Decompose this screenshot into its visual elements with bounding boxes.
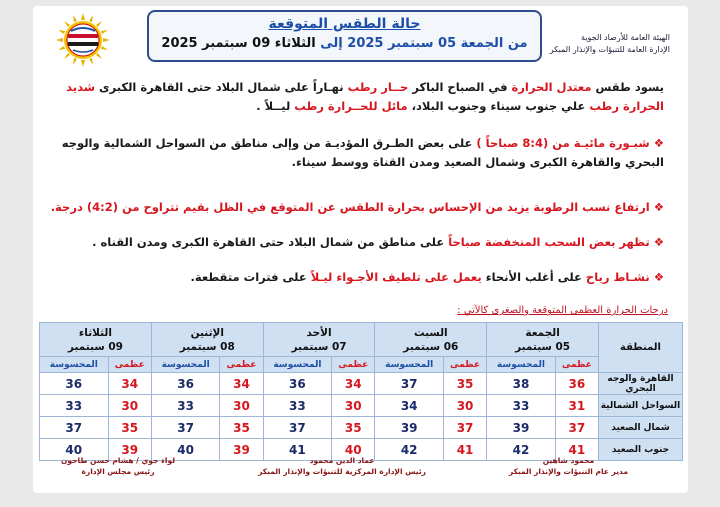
bullet-icon: ❖ [653, 200, 664, 214]
day-date: 06 سبتمبر [403, 340, 459, 353]
feels-like-cell: 37 [263, 417, 331, 439]
feels-like-cell: 40 [151, 439, 219, 461]
max-temp-cell: 35 [220, 417, 263, 439]
bullet-icon: ❖ [653, 136, 664, 150]
max-temp-cell: 39 [108, 439, 151, 461]
max-temp-cell: 34 [108, 373, 151, 395]
p1-text-b: معتدل الحرارة [511, 80, 592, 94]
day-name: الجمعة [525, 326, 560, 339]
humidity-bullet [44, 198, 664, 217]
bullet-icon: ❖ [653, 235, 664, 249]
day-header [487, 323, 599, 357]
max-temp-cell: 41 [555, 439, 598, 461]
max-temp-header: عظمى [108, 357, 151, 373]
bulletin-page [33, 6, 688, 493]
day-name: الإثنين [190, 326, 224, 339]
max-temp-cell: 36 [555, 373, 598, 395]
feels-like-cell: 33 [40, 395, 109, 417]
day-date: 08 سبتمبر [179, 340, 235, 353]
b1-text-b: على بعض الطـرق المؤديـة من وإلى مناطق من السواحل الشمالية والوجه البحري والقاهرة الكبرى وشمال الصعيد ومدن القناة ووسط سيناء. [61, 136, 664, 169]
feels-like-cell: 36 [263, 373, 331, 395]
feels-like-header: المحسوسة [151, 357, 219, 373]
feels-like-cell: 33 [263, 395, 331, 417]
signatory-title: مدير عام التنبؤات والإنذار المبكر [508, 467, 628, 476]
max-temp-cell: 35 [332, 417, 375, 439]
signatory-name: محمود شاهين [542, 456, 595, 465]
authority-logo-icon [51, 12, 115, 68]
fog-bullet [44, 134, 664, 172]
region-column-header: المنطقة [599, 323, 683, 373]
day-header [40, 323, 152, 357]
p1-text-i: ليــلاً . [256, 99, 295, 113]
org-line-2: الإدارة العامة للتنبؤات والإنذار المبكر [549, 45, 670, 54]
region-name: شمال الصعيد [599, 417, 683, 439]
day-date: 09 سبتمبر [67, 340, 123, 353]
feels-like-cell: 37 [40, 417, 109, 439]
signatory-name: عماد الدين محمود [309, 456, 375, 465]
max-temp-header: عظمى [555, 357, 598, 373]
feels-like-cell: 40 [40, 439, 109, 461]
date-to-word: إلى [320, 36, 343, 51]
date-from: من الجمعة 05 سبتمبر 2025 [347, 36, 528, 51]
max-temp-cell: 37 [555, 417, 598, 439]
signature-central-director [258, 455, 426, 477]
max-temp-cell: 37 [443, 417, 486, 439]
table-row [40, 417, 683, 439]
feels-like-header: المحسوسة [487, 357, 555, 373]
org-line-1: الهيئة العامة للأرصاد الجوية [581, 33, 670, 42]
temperature-table [39, 322, 683, 461]
wind-bullet [44, 268, 664, 287]
day-name: الأحد [306, 326, 332, 339]
feels-like-cell: 37 [151, 417, 219, 439]
p1-text-a: يسود طقس [591, 80, 664, 94]
b4-text-a: نشـاط رياح [585, 270, 650, 284]
max-temp-cell: 30 [443, 395, 486, 417]
forecast-title-box [147, 10, 542, 62]
p1-text-f: شديد الحرارة رطب [66, 80, 664, 113]
feels-like-cell: 36 [151, 373, 219, 395]
max-temp-cell: 40 [332, 439, 375, 461]
feels-like-cell: 37 [375, 373, 443, 395]
feels-like-cell: 33 [151, 395, 219, 417]
signatory-name: لواء جوي / هشام حسن طاحون [61, 456, 176, 465]
max-temp-cell: 34 [332, 373, 375, 395]
day-header [375, 323, 487, 357]
p1-text-d: حــار رطب [347, 80, 409, 94]
day-date: 05 سبتمبر [515, 340, 571, 353]
region-name: جنوب الصعيد [599, 439, 683, 461]
signature-forecast-director [509, 455, 628, 477]
max-temp-cell: 35 [443, 373, 486, 395]
signature-board-chairman [61, 455, 175, 477]
day-header [263, 323, 375, 357]
max-temp-cell: 31 [555, 395, 598, 417]
p1-text-h: مائل للحــرارة رطب [294, 99, 408, 113]
b4-text-d: على فترات متقطعة. [190, 270, 311, 284]
b4-text-b: على أغلب الأنحاء [481, 270, 586, 284]
bullet-icon: ❖ [653, 270, 664, 284]
max-temp-header: عظمى [220, 357, 263, 373]
max-temp-cell: 34 [220, 373, 263, 395]
max-temp-cell: 39 [220, 439, 263, 461]
signatory-title: رئيس الإدارة المركزية للتنبؤات والإنذار المبكر [258, 467, 426, 476]
feels-like-header: المحسوسة [263, 357, 331, 373]
day-name: الثلاثاء [78, 326, 112, 339]
max-temp-cell: 30 [108, 395, 151, 417]
b3-text-b: على مناطق من شمال البلاد حتى القاهرة الكبرى ومدن القناه . [92, 235, 449, 249]
forecast-title: حالة الطقس المتوقعة [268, 16, 421, 32]
day-header [151, 323, 263, 357]
table-row [40, 395, 683, 417]
feels-like-cell: 39 [487, 417, 555, 439]
feels-like-cell: 42 [375, 439, 443, 461]
day-date: 07 سبتمبر [291, 340, 347, 353]
feels-like-cell: 33 [487, 395, 555, 417]
max-temp-header: عظمى [443, 357, 486, 373]
feels-like-cell: 39 [375, 417, 443, 439]
forecast-date-range [149, 36, 540, 51]
b4-text-c: يعمل على تلطيف الأجـواء ليـلاً [310, 270, 482, 284]
clouds-bullet [44, 233, 664, 252]
signatures-block [33, 455, 688, 489]
general-forecast-paragraph [44, 78, 664, 116]
max-temp-cell: 41 [443, 439, 486, 461]
max-temp-header: عظمى [332, 357, 375, 373]
feels-like-cell: 34 [375, 395, 443, 417]
b2-text-a: ارتفاع نسب الرطوبة يزيد من الإحساس بحرارة الطقس عن المتوقع في الظل بقيم تتراوح من [117, 200, 650, 214]
max-temp-cell: 30 [332, 395, 375, 417]
b3-text-a: تظهر بعض السحب المنخفضة صباحاً [448, 235, 650, 249]
feels-like-cell: 38 [487, 373, 555, 395]
b2-text-b: (4:2) درجة. [50, 200, 118, 214]
max-temp-cell: 30 [220, 395, 263, 417]
p1-text-c: في الصباح الباكر [408, 80, 512, 94]
region-name: السواحل الشمالية [599, 395, 683, 417]
b1-text-a: شبـورة مائيـة من (8:4 صباحاً ) [476, 136, 650, 150]
feels-like-header: المحسوسة [375, 357, 443, 373]
feels-like-cell: 36 [40, 373, 109, 395]
feels-like-header: المحسوسة [40, 357, 109, 373]
feels-like-cell: 42 [487, 439, 555, 461]
max-temp-cell: 35 [108, 417, 151, 439]
day-name: السبت [414, 326, 448, 339]
region-name: القاهرة والوجه البحري [599, 373, 683, 395]
signatory-title: رئيس مجلس الإدارة [81, 467, 155, 476]
temperature-table-caption: درجات الحرارة العظمى المتوقعة والصغرى كالآتي : [457, 305, 668, 316]
table-row [40, 373, 683, 395]
p1-text-e: نهـاراً على شمال البلاد حتى القاهرة الكبرى [95, 80, 348, 94]
date-to: الثلاثاء 09 سبتمبر 2025 [161, 36, 316, 51]
feels-like-cell: 41 [263, 439, 331, 461]
p1-text-g: علي جنوب سيناء وجنوب البلاد، [407, 99, 590, 113]
